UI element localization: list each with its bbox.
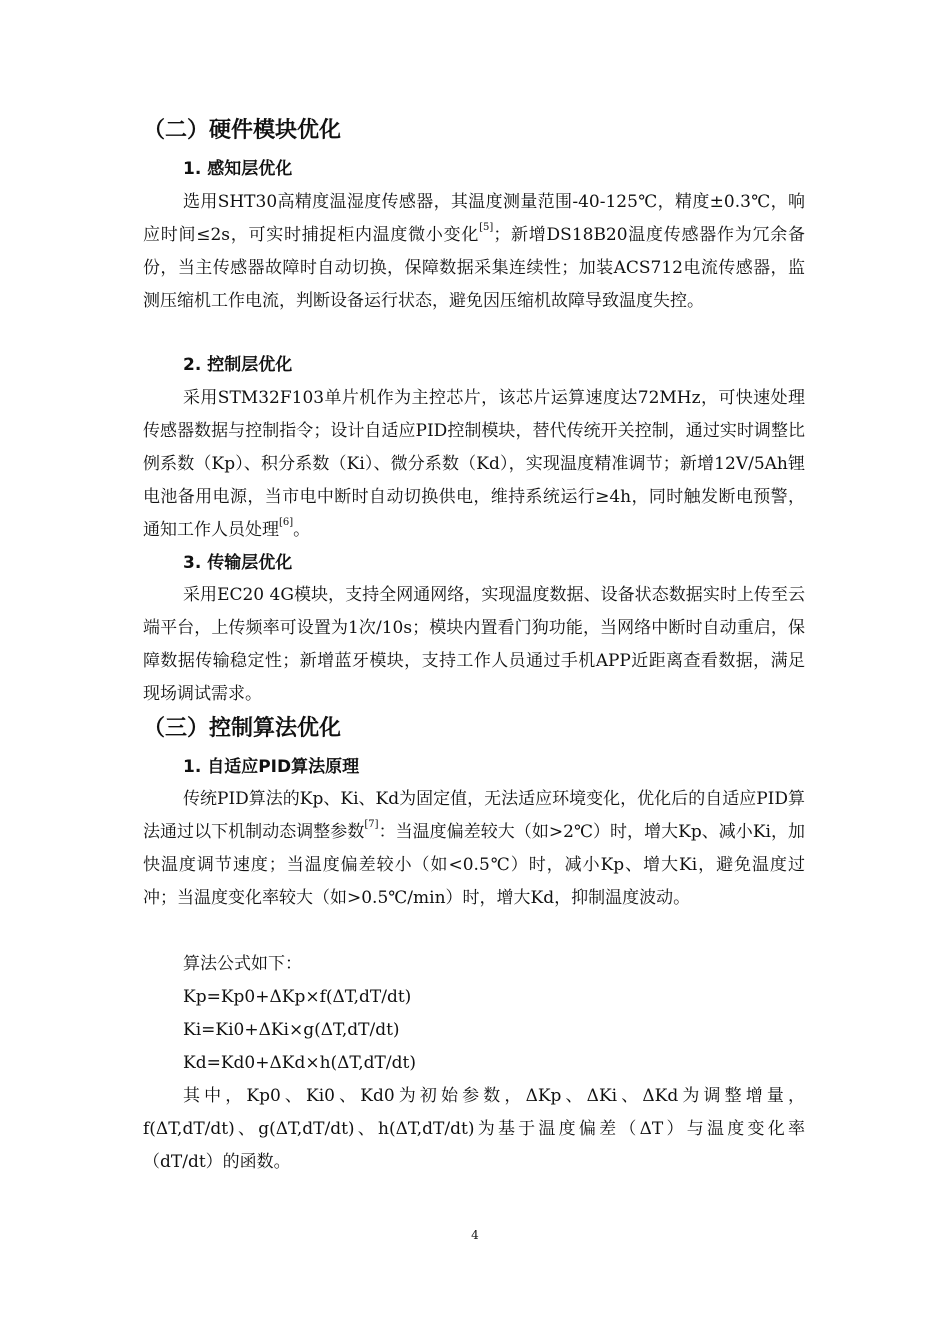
page-number: 4 [471,1228,479,1242]
formula-kd: Kd=Kd0+ΔKd×h(ΔT,dT/dt) [183,1053,416,1073]
paragraph-transport-layer: 采用EC20 4G模块，支持全网通网络，实现温度数据、设备状态数据实时上传至云端平台，上传频率可设置为1次/10s；模块内置看门狗功能，当网络中断时自动重启，保障数据传输稳定性；新增蓝牙模块，支持工作人员通过手机APP近距离查看数据，满足现场调试需求。 [143,585,805,704]
subheading-control-layer: 2. 控制层优化 [183,355,293,375]
paragraph-text: 。 [293,520,311,540]
formula-ki: Ki=Ki0+ΔKi×g(ΔT,dT/dt) [183,1020,400,1040]
formula-intro: 算法公式如下： [183,954,302,974]
subheading-adaptive-pid: 1. 自适应PID算法原理 [183,757,360,777]
section-heading-algorithm: （三）控制算法优化 [143,716,342,741]
paragraph-text: 采用STM32F103单片机作为主控芯片，该芯片运算速度达72MHz，可快速处理传感器数据与控制指令；设计自适应PID控制模块，替代传统开关控制，通过实时调整比例系数（Kp）、积分系数（Ki）、微分系数（Kd），实现温度精准调节；新增12V/5Ah锂电池备用电源，当市电中断时自动切换供电，维持系统运行≥4h，同时触发断电预警，通知工作人员处理 [143,388,805,540]
paragraph-adaptive-pid [143,783,805,915]
citation-ref: [6] [279,517,294,528]
paragraph-formula-explanation: 其中，Kp0、Ki0、Kd0为初始参数，ΔKp、ΔKi、ΔKd为调整增量，f(ΔT,dT/dt)、g(ΔT,dT/dt)、h(ΔT,dT/dt)为基于温度偏差（ΔT）与温度变化率（dT/dt）的函数。 [143,1086,805,1172]
subheading-sensing-layer: 1. 感知层优化 [183,159,293,179]
paragraph-text: ；新增DS18B20温度传感器作为冗余备份，当主传感器故障时自动切换，保障数据采集连续性；加装ACS712电流传感器，监测压缩机工作电流，判断设备运行状态，避免因压缩机故障导致温度失控。 [143,225,805,311]
citation-ref: [7] [364,819,379,830]
paragraph-control-layer [143,382,805,547]
section-heading-hardware: （二）硬件模块优化 [143,118,342,143]
paragraph-text: 传统PID算法的Kp、Ki、Kd为固定值，无法适应环境变化，优化后的自适应PID算法通过以下机制动态调整参数 [143,789,805,842]
paragraph-text: 选用SHT30高精度温湿度传感器，其温度测量范围-40-125℃，精度±0.3℃，响应时间≤2s，可实时捕捉柜内温度微小变化 [143,192,805,245]
paragraph-sensing-layer [143,186,805,318]
subheading-transport-layer: 3. 传输层优化 [183,553,293,573]
paragraph-text: ：当温度偏差较大（如>2℃）时，增大Kp、减小Ki，加快温度调节速度；当温度偏差较小（如<0.5℃）时，减小Kp、增大Ki，避免温度过冲；当温度变化率较大（如>0.5℃/min）时，增大Kd，抑制温度波动。 [143,822,806,908]
citation-ref: [5] [479,222,494,233]
formula-kp: Kp=Kp0+ΔKp×f(ΔT,dT/dt) [183,987,412,1007]
